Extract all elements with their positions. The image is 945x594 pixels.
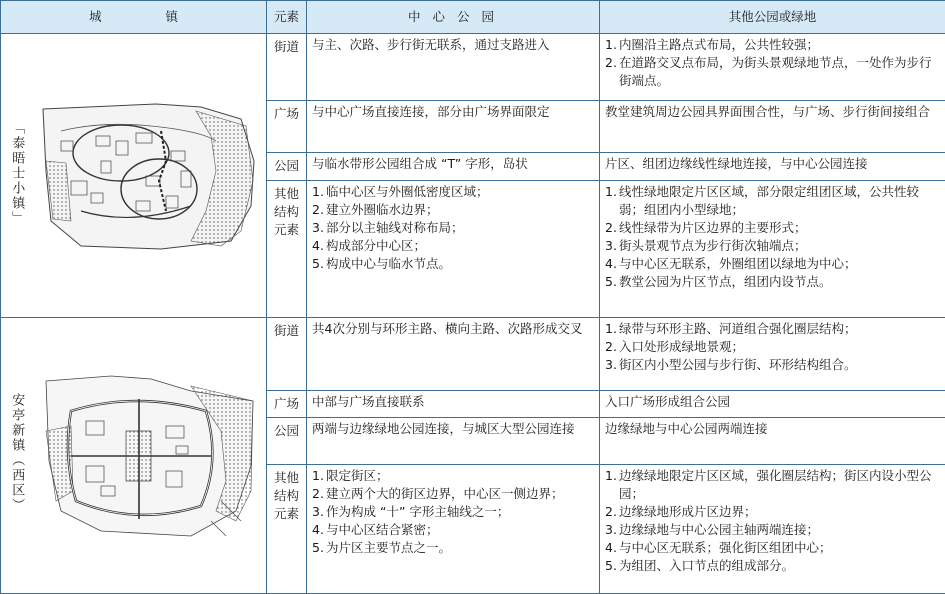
numbered-list xyxy=(605,467,940,575)
center-park-cell: 两端与边缘绿地公园连接，与城区大型公园连接 xyxy=(307,418,600,464)
other-park-cell xyxy=(600,180,945,317)
list-item: 1. 内圈沿主路点式布局，公共性较强； xyxy=(605,37,820,52)
table-row xyxy=(1,34,945,101)
element-label: 广场 xyxy=(267,100,307,153)
list-item: 3. 边缘绿地与中心公园主轴两端连接； xyxy=(605,521,820,537)
header-town xyxy=(1,1,267,34)
element-label: 公园 xyxy=(267,153,307,180)
list-item: 2. 线性绿带为片区边界的主要形式； xyxy=(605,219,807,235)
table-row xyxy=(1,318,945,391)
list-item: 1. 限定街区； xyxy=(312,467,389,483)
header-town-a: 城 xyxy=(88,9,102,24)
other-park-cell xyxy=(600,318,945,391)
element-label: 其他结构元素 xyxy=(267,180,307,317)
town-name: 安亭新镇（西区） xyxy=(1,318,32,594)
header-other: 其他公园或绿地 xyxy=(600,1,945,34)
list-item: 2. 入口处形成绿地景观； xyxy=(605,339,745,355)
list-item: 3. 作为构成 “十” 字形主轴线之一； xyxy=(312,503,510,519)
element-label: 广场 xyxy=(267,390,307,417)
numbered-list xyxy=(605,183,940,291)
numbered-list xyxy=(312,183,594,273)
center-park-cell xyxy=(307,180,600,317)
town-plan-map xyxy=(41,101,256,251)
other-park-cell xyxy=(600,464,945,593)
numbered-list xyxy=(605,36,940,90)
list-item: 4. 与中心区无联系；强化街区组团中心； xyxy=(605,539,832,555)
list-item: 1. 临中心区与外圈低密度区域； xyxy=(312,183,489,199)
numbered-list xyxy=(312,467,594,557)
list-item: 2. 建立外圈临水边界； xyxy=(312,201,439,217)
town-plan-map xyxy=(41,371,256,541)
header-row xyxy=(1,1,945,34)
center-park-cell xyxy=(307,464,600,593)
other-park-cell: 片区、组团边缘线性绿地连接，与中心公园连接 xyxy=(600,153,945,180)
other-park-cell: 边缘绿地与中心公园两端连接 xyxy=(600,418,945,464)
center-park-cell: 与主、次路、步行街无联系，通过支路进入 xyxy=(307,34,600,101)
town-map xyxy=(32,34,267,318)
list-item: 5. 教堂公园为片区节点，组团内设节点。 xyxy=(605,273,832,289)
list-item: 4. 与中心区结合紧密； xyxy=(312,521,439,537)
list-item: 1. 边缘绿地限定片区区域，强化圈层结构；街区内设小型公园； xyxy=(605,467,932,501)
town-name: 「泰晤士小镇」 xyxy=(1,34,32,318)
element-label: 公园 xyxy=(267,418,307,464)
header-element: 元素 xyxy=(267,1,307,34)
center-park-cell: 中部与广场直接联系 xyxy=(307,390,600,417)
list-item: 1. 线性绿地限定片区区域，部分限定组团区域，公共性较弱；组团内小型绿地； xyxy=(605,183,920,217)
element-label: 街道 xyxy=(267,318,307,391)
center-park-cell: 与中心广场直接连接，部分由广场界面限定 xyxy=(307,100,600,153)
other-park-cell: 入口广场形成组合公园 xyxy=(600,390,945,417)
list-item: 1. 绿带与环形主路、河道组合强化圈层结构； xyxy=(605,321,857,337)
list-item: 4. 构成部分中心区； xyxy=(312,237,427,253)
numbered-list xyxy=(605,320,940,374)
header-town-b: 镇 xyxy=(165,9,179,24)
other-park-cell: 教堂建筑周边公园具界面围合性，与广场、步行街间接组合 xyxy=(600,100,945,153)
list-item: 5. 构成中心与临水节点。 xyxy=(312,255,452,271)
list-item: 3. 部分以主轴线对称布局； xyxy=(312,219,464,235)
list-item: 2. 建立两个大的街区边界，中心区一侧边界； xyxy=(312,485,564,501)
list-item: 3. 街区内小型公园与步行街、环形结构组合。 xyxy=(605,357,857,373)
center-park-cell: 与临水带形公园组合成 “T” 字形，岛状 xyxy=(307,153,600,180)
other-park-cell xyxy=(600,34,945,101)
list-item: 2. 在道路交叉点布局，为街头景观绿地节点，一处作为步行街端点。 xyxy=(605,55,932,88)
element-label: 其他结构元素 xyxy=(267,464,307,593)
list-item: 5. 为片区主要节点之一。 xyxy=(312,539,452,555)
town-map xyxy=(32,318,267,594)
list-item: 2. 边缘绿地形成片区边界； xyxy=(605,503,757,519)
list-item: 4. 与中心区无联系，外圈组团以绿地为中心； xyxy=(605,255,857,271)
list-item: 5. 为组团、入口节点的组成部分。 xyxy=(605,557,795,573)
center-park-cell: 共4次分别与环形主路、横向主路、次路形成交叉 xyxy=(307,318,600,391)
element-label: 街道 xyxy=(267,34,307,101)
header-center-park: 中 心 公 园 xyxy=(307,1,600,34)
list-item: 3. 街头景观节点为步行街次轴端点； xyxy=(605,237,807,253)
